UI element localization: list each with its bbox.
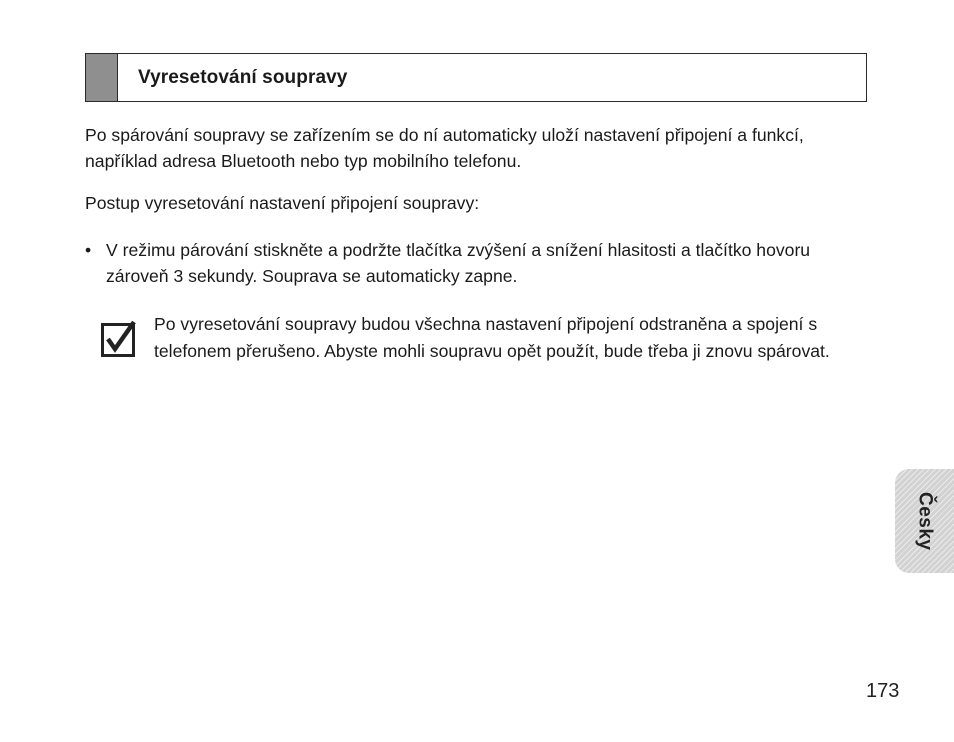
procedure-intro: Postup vyresetování nastavení připojení soupravy: xyxy=(85,193,480,213)
section-header-marker xyxy=(86,54,118,101)
section-title: Vyresetování soupravy xyxy=(138,66,348,88)
checkbox-check-icon xyxy=(101,321,137,357)
section-header xyxy=(85,53,867,102)
note-text: Po vyresetování soupravy budou všechna nastavení připojení odstraněna a spojení s telefonem přerušeno. Abyste mohli soupravu opět použít, bude třeba ji znovu spárovat. xyxy=(154,314,830,361)
language-label: Česky xyxy=(914,491,936,551)
page-number: 173 xyxy=(866,680,900,702)
intro-paragraph: Po spárování soupravy se zařízením se do ní automaticky uloží nastavení připojení a funkcí, například adresa Bluetooth nebo typ mobilního telefonu. xyxy=(85,125,804,171)
language-tab xyxy=(895,469,954,573)
list-item xyxy=(85,237,865,289)
bullet-text: V režimu párování stiskněte a podržte tlačítka zvýšení a snížení hlasitosti a tlačítko hovoru zároveň 3 sekundy. Souprava se automaticky zapne. xyxy=(106,240,811,286)
bullet-icon: • xyxy=(85,240,92,260)
